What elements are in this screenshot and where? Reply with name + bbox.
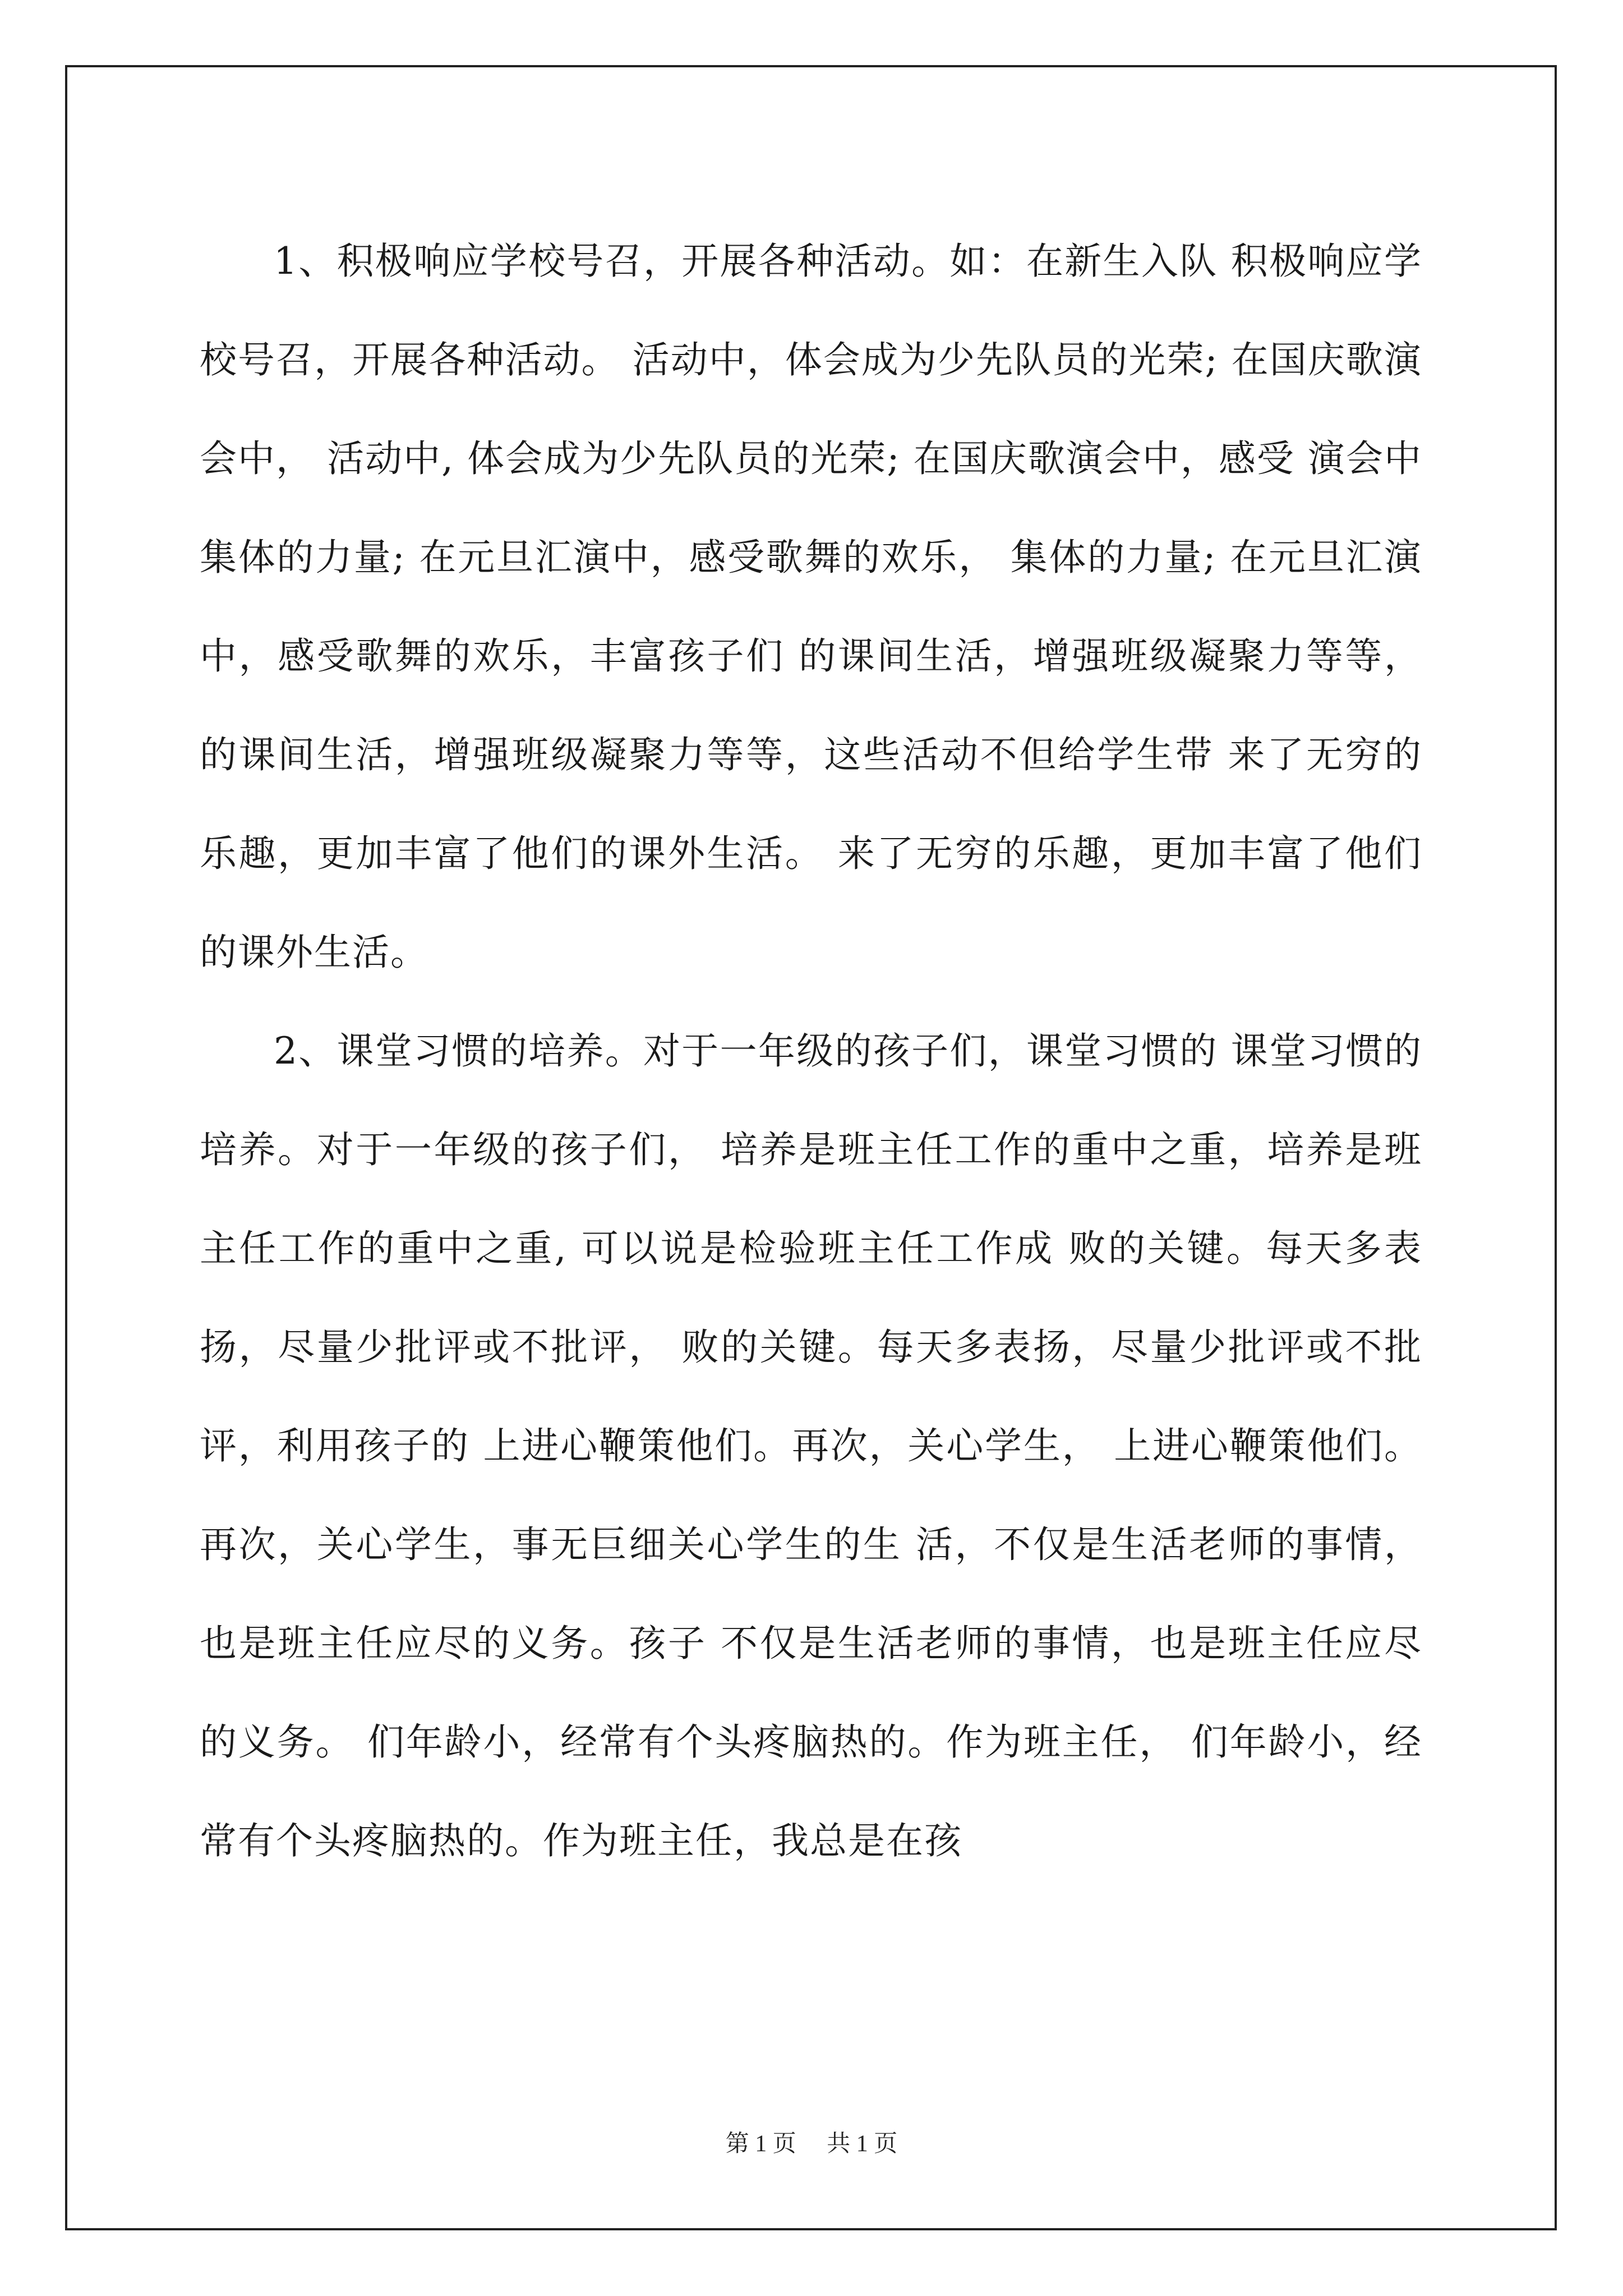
paragraph-1: 1、积极响应学校号召，开展各种活动。如：在新生入队 积极响应学校号召，开展各种活动。 活动中，体会成为少先队员的光荣; 在国庆歌演会中， 活动中, 体会成为少先队员的光荣; 在国庆歌演会中，感受 演会中 集体的力量; 在元旦汇演中，感受歌舞的欢乐， 集体的力量; 在元旦汇演中，感受歌舞的欢乐，丰富孩子们 的课间生活，增强班级凝聚力等等， 的课间生活，增强班级凝聚力等等，这些活动不但给学生带 来了无穷的乐趣，更加丰富了他们的课外生活。 来了无穷的乐趣，更加丰富了他们的课外生活。	[200, 240, 1422, 974]
page-total: 共 1 页	[827, 2131, 898, 2157]
page-footer	[0, 2125, 1623, 2159]
document-body	[200, 212, 1422, 1890]
page-number: 第 1 页	[725, 2131, 796, 2157]
paragraph-2: 2、课堂习惯的培养。对于一年级的孩子们，课堂习惯的 课堂习惯的培养。对于一年级的孩子们， 培养是班主任工作的重中之重，培养是班主任工作的重中之重, 可以说是检验班主任工作成 败的关键。每天多表扬，尽量少批评或不批评， 败的关键。每天多表扬，尽量少批评或不批评，利用孩子的 上进心鞭策他们。再次，关心学生， 上进心鞭策他们。再次，关心学生，事无巨细关心学生的生 活，不仅是生活老师的事情，也是班主任应尽的义务。孩子 不仅是生活老师的事情，也是班主任应尽的义务。 们年龄小，经常有个头疼脑热的。作为班主任， 们年龄小，经常有个头疼脑热的。作为班主任，我总是在孩	[200, 1029, 1422, 1862]
